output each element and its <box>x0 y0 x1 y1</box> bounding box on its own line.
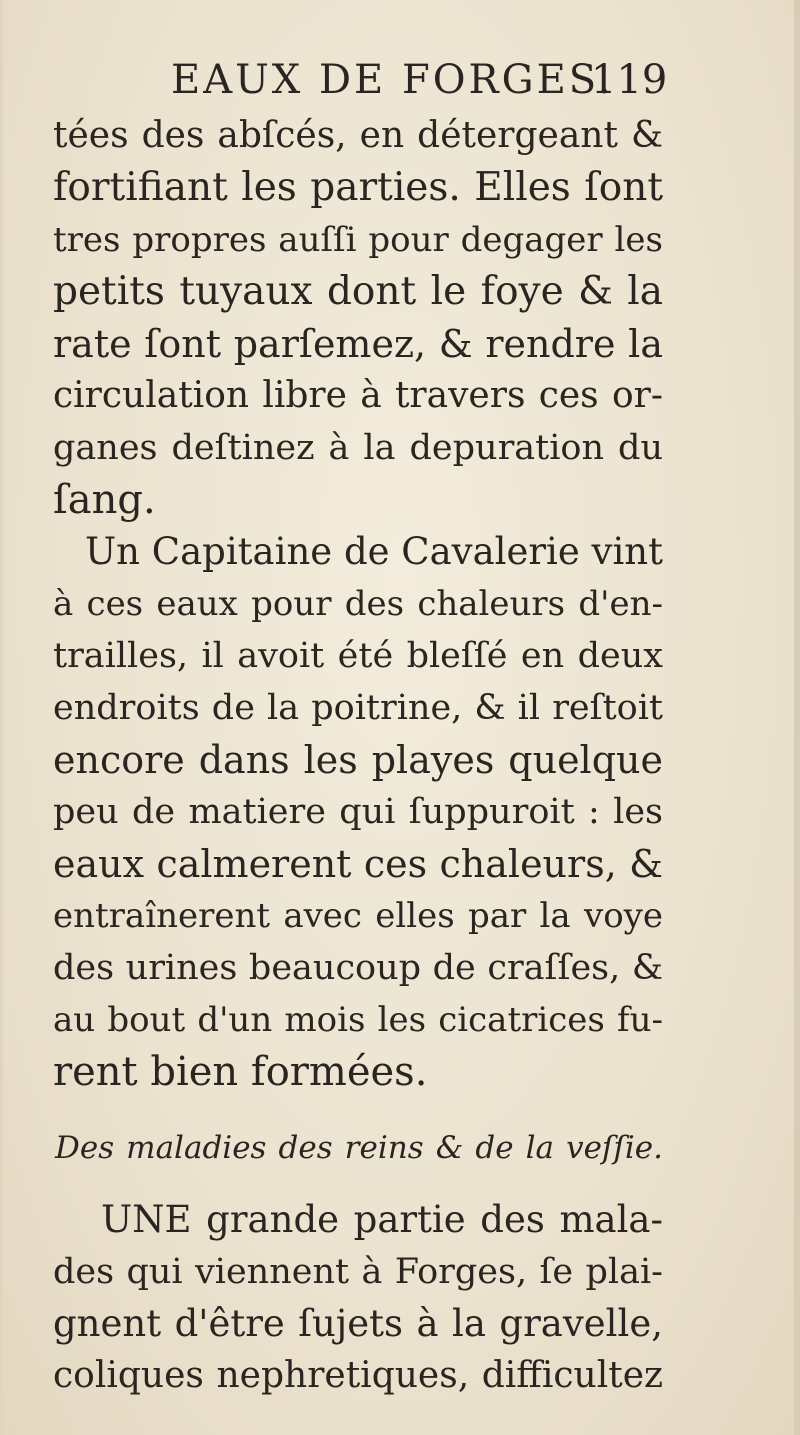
paragraph-start-line: UNE grande partie des mala- <box>101 1198 663 1241</box>
text-line: ganes deſtinez à la depuration du <box>53 428 663 468</box>
running-header <box>171 54 671 106</box>
text-line: circulation libre à travers ces or- <box>53 375 663 416</box>
text-line: trailles, il avoit été bleſſé en deux <box>53 636 663 676</box>
text-line: rent bien formées. <box>53 1049 428 1095</box>
text-line: à ces eaux pour des chaleurs d'en- <box>53 584 663 624</box>
text-line: endroits de la poitrine, & il reſtoit <box>53 688 663 728</box>
text-line: entraînerent avec elles par la voye <box>53 896 663 936</box>
paragraph-start-line: Un Capitaine de Cavalerie vint <box>85 530 663 573</box>
text-line: fortifiant les parties. Elles ſont <box>53 165 663 210</box>
text-line: des qui viennent à Forges, ſe plai- <box>53 1252 663 1292</box>
text-line: tres propres auſſi pour degager les <box>53 220 663 260</box>
text-line: coliques nephretiques, difficultez <box>53 1355 663 1396</box>
text-line: eaux calmerent ces chaleurs, & <box>53 842 663 886</box>
text-line: tées des abſcés, en détergeant & <box>53 115 663 156</box>
running-title: EAUX DE FORGES. <box>171 57 614 103</box>
text-line: gnent d'être ſujets à la gravelle, <box>53 1302 663 1345</box>
page-number: 119 <box>591 57 668 103</box>
text-line: encore dans les playes quelque <box>53 738 663 782</box>
section-heading: Des maladies des reins & de la veſſie. <box>55 1130 663 1166</box>
text-line: des urines beaucoup de craſſes, & <box>53 948 663 988</box>
text-line: peu de matiere qui ſuppuroit : les <box>53 792 663 832</box>
text-line: au bout d'un mois les cicatrices fu- <box>53 1000 663 1040</box>
text-line: petits tuyaux dont le foye & la <box>53 269 663 314</box>
text-line: ſang. <box>53 477 156 523</box>
text-line: rate ſont parſemez, & rendre la <box>53 322 663 366</box>
